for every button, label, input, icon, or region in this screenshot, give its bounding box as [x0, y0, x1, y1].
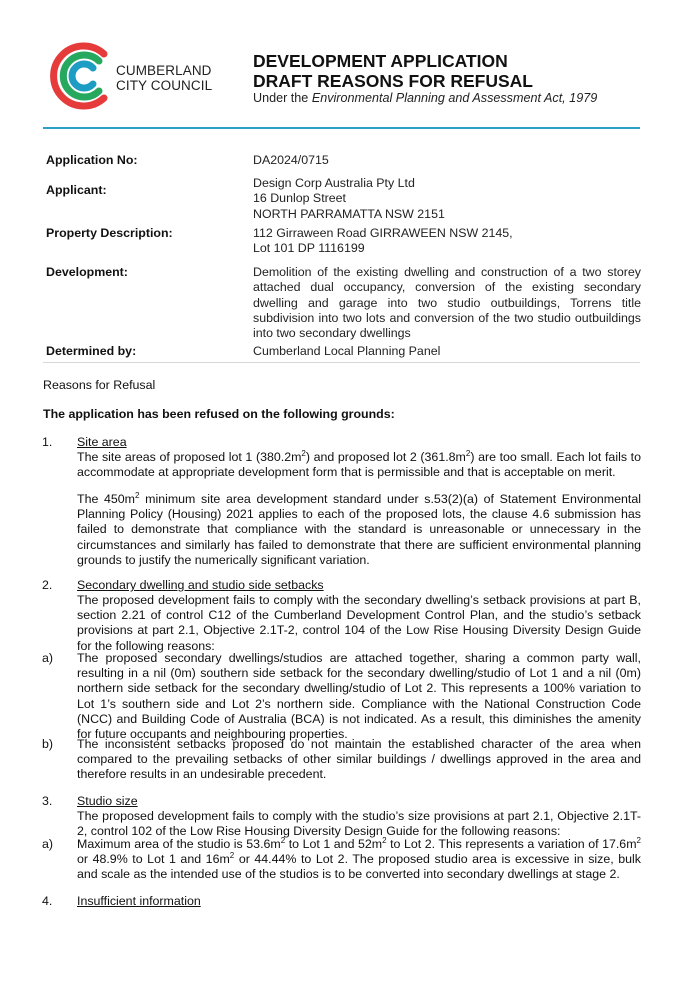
- reason-3a-text: Maximum area of the studio is $53.6m^2$ to Lot 1 and $52m^2$ to Lot 2. This represents a variation of $17.6m^2$ or 48.9% to Lot 1 and $16m^2$ or 44.44% to Lot 2. The proposed studio area is excessive in size, bulk and scale as the intended use of the studios is to be converted into secondary dwellings at stage 2.: [77, 835, 641, 882]
- property-value: [253, 226, 641, 257]
- reason-2-intro: The proposed development fails to comply with the secondary dwelling’s setback provisions at part B, section 2.21 of control C12 of the Cumberland Development Control Plan, and the studio’s setback provisions at part 2.1, Objective 2.1T-2, control 104 of the Low Rise Housing Diversity Design Guide for the following reasons:: [77, 593, 641, 653]
- development-label: Development:: [46, 265, 128, 279]
- reason-4-heading: Insufficient information: [77, 894, 201, 908]
- document-subtitle: [253, 91, 597, 105]
- property-label: Property Description:: [46, 226, 173, 240]
- applicant-label: Applicant:: [46, 183, 107, 197]
- reason-2a-text: The proposed secondary dwellings/studios are attached together, sharing a common party wall, resulting in a nil (0m) southern side setback for the secondary dwelling/studio of Lot 1 and a nil (0m) northern side setback for the secondary dwelling/studio of Lot 2. This represents a 100% variation to Lot 1’s southern side and Lot 2’s northern side. Compliance with the National Construction Code (NCC) and Building Code of Australia (BCA) is not indicated. As a result, this diminishes the amenity for future occupants and neighbouring properties.: [77, 651, 641, 742]
- subtitle-act: Environmental Planning and Assessment Act, 1979: [311, 91, 598, 105]
- cumberland-logo: [46, 38, 118, 114]
- reason-2-number: 2.: [42, 578, 53, 592]
- reason-3-heading: Studio size: [77, 794, 138, 808]
- reason-1-paragraph-2: The $450m^2$ minimum site area development standard under s.53(2)(a) of Statement Environmental Planning Policy (Housing) 2021 applies to each of the proposed lots, the clause 4.6 submission has failed to demonstrate that compliance with the standard is unreasonable or unnecessary in the circumstances and similarly has failed to demonstrate that there are sufficient environmental planning grounds to justify the numerically significant variation.: [77, 490, 641, 567]
- determined-by-label: Determined by:: [46, 344, 137, 358]
- grounds-heading: The application has been refused on the following grounds:: [43, 407, 395, 421]
- reason-1-paragraph-1: The site areas of proposed lot 1 $(380.2m^2)$ and proposed lot 2 $(361.8m^2)$ are too small. Each lot fails to accommodate at appropriate development form that is permissible and that is acceptable on merit.: [77, 448, 641, 480]
- header-divider: [43, 127, 640, 129]
- property-line2: Lot 101 DP 1116199: [253, 241, 365, 256]
- reason-2b-label: b): [42, 737, 54, 751]
- applicant-line2: 16 Dunlop Street: [253, 191, 346, 206]
- council-name-line1: CUMBERLAND: [116, 63, 212, 78]
- reason-3-number: 3.: [42, 794, 53, 808]
- application-no-value: DA2024/0715: [253, 153, 329, 167]
- reason-2a-label: a): [42, 651, 54, 665]
- reason-4-number: 4.: [42, 894, 53, 908]
- details-divider: [43, 362, 640, 363]
- reason-1-number: 1.: [42, 435, 53, 449]
- determined-by-value: Cumberland Local Planning Panel: [253, 344, 441, 358]
- property-line1: 112 Girraween Road GIRRAWEEN NSW 2145,: [253, 226, 513, 240]
- reasons-intro: Reasons for Refusal: [43, 378, 156, 392]
- reason-3-intro: The proposed development fails to comply with the studio’s size provisions at part 2.1, Objective 2.1T-2, control 102 of the Low Rise Housing Diversity Design Guide for the following reasons:: [77, 809, 641, 839]
- document-title: [253, 51, 533, 91]
- development-value: Demolition of the existing dwelling and construction of a two storey attached dual occupancy, conversion of the existing secondary dwelling and garage into two studio outbuildings, Torrens title subdivision into two lots and conversion of the two studio outbuildings into two secondary dwellings: [253, 265, 641, 341]
- reason-2b-text: The inconsistent setbacks proposed do not maintain the established character of the area when compared to the prevailing setbacks of other similar buildings / dwellings approved in the area and therefore results in an undesirable precedent.: [77, 737, 641, 782]
- reason-1-heading: Site area: [77, 435, 127, 449]
- council-name: [116, 64, 212, 93]
- subtitle-prefix: Under the: [253, 91, 312, 105]
- council-name-line2: CITY COUNCIL: [116, 77, 213, 93]
- reason-3a-label: a): [42, 837, 54, 851]
- document-title-line1: DEVELOPMENT APPLICATION: [253, 51, 508, 71]
- applicant-line1: Design Corp Australia Pty Ltd: [253, 176, 415, 190]
- document-title-line2: DRAFT REASONS FOR REFUSAL: [253, 71, 533, 91]
- application-no-label: Application No:: [46, 153, 138, 167]
- applicant-value: [253, 176, 641, 222]
- applicant-line3: NORTH PARRAMATTA NSW 2151: [253, 206, 445, 221]
- reason-2-heading: Secondary dwelling and studio side setbacks: [77, 578, 324, 592]
